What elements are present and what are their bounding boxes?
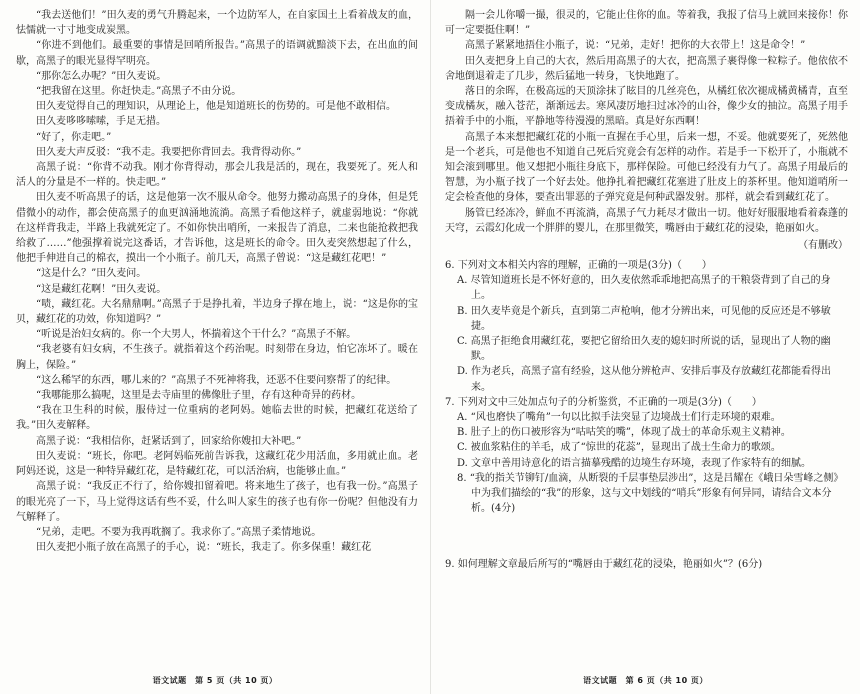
right-paragraph: 高黑子本来想把藏红花的小瓶一直握在手心里，后来一想，不妥。他就要死了，死然他是一个老兵，可是他也不知道自己死后究竟会有怎样的动作。若是手一下松开了，小瓶就不知会滚到哪里。他又想把小瓶往身底下，那样保险。可他已经没有力气了。高黑子用最后的智慧，为小瓶子找了一个好去处。他挣扎着把藏红花塞进了肚皮上的茶杯里。他知道哨所一定会检查他的身体，要查出罪恶的子弹究竟是何种武器发射。那样，就会看到藏红花了。 [445, 131, 848, 204]
question-7-stem: 7. 下列对文中三处加点句子的分析鉴赏，不正确的一项是(3分)（ ） [445, 396, 762, 408]
left-paragraph: 田久麦不听高黑子的话，这是他第一次不服从命令。他努力搬动高黑子的身体，但是凭借微小的动作，都会使高黑子的血更汹涌地流淌。高黑子看他这样子，就虚弱地说：“你就在这样背我走，半路上我就死定了。不如你快出哨所，一来报告了消息，二来也能抢救把我给救了……”他强撑着说完这番话，才告诉他，这是班长的命令。田久麦突然想起了什么，他把手伸进自己的棉衣，摸出一个小瓶子。前几天，高黑子曾说：“这是藏红花吧！” [16, 192, 418, 265]
left-paragraph: “兄弟，走吧。不要为我再耽搁了。我求你了。”高黑子柔情地说。 [36, 526, 322, 538]
answer-space-8 [445, 517, 848, 557]
source-note: （有删改） [798, 240, 848, 252]
left-paragraph: “这么稀罕的东西，哪儿来的？”高黑子不死神将我，还恶不住要问察帮了的纪律。 [36, 374, 397, 386]
exam-page-6 [430, 0, 860, 694]
question-7-option-d: D. 文章中善用诗意化的语言描摹残酷的边境生存环境，表现了作家特有的细腻。 [457, 457, 812, 469]
story-text-right [445, 8, 848, 236]
left-paragraph: “我老婆有妇女病，不生孩子。就指着这个药治呢。时刻带在身边，怕它冻坏了。暖在胸上，保险。” [16, 344, 418, 371]
question-9: 9. 如何理解文章最后所写的“嘴唇由于藏红花的浸染，艳丽如火”？(6分) [445, 558, 763, 570]
right-paragraph: 田久麦把身上自己的大衣，然后用高黑子的大衣，把高黑子裹得像一粒粽子。他依依不舍地倒退着走了几步，然后猛地一转身，飞快地跑了。 [445, 55, 848, 82]
right-paragraph: 落日的余晖，在极高远的天顶涂抹了眩目的几丝亮色，从橘红依次褪成橘黄橘青，直至变成橘灰，融入苍茫，渐渐远去。寒风凄厉地扫过冰冷的山谷，像少女的抽泣。高黑子用手捂着手中的小瓶，平静地等待漫漫的黑暗。真是好东西啊！ [445, 86, 848, 128]
left-paragraph: “我在卫生科的时候，服侍过一位重病的老阿妈。她临去世的时候，把藏红花送给了我。”田久麦解释。 [16, 405, 418, 432]
question-8: 8. “我的指关节铆钉/血滴，从断裂的千层事垫层涉出”，这是吕耀在《峨日朵雪峰之侧》中为我们描绘的“我”的形象，这与文中划线的“哨兵”形象有何异同，请结合文本分析。(4分) [457, 472, 844, 515]
question-6-option-b: B. 田久麦毕竟是个新兵，直到第二声枪响，他才分辨出来，可见他的反应还是不够敏捷。 [457, 305, 831, 332]
left-paragraph: “好了，你走吧。” [36, 131, 112, 143]
right-paragraph: 高黑子紧紧地捂住小瓶子，说：“兄弟，走好！把你的大衣带上！这是命令！” [465, 40, 806, 52]
left-paragraph: 田久麦大声反驳：“我不走。我要把你背回去。我背得动你。” [36, 146, 302, 158]
left-paragraph: “啧，藏红花。大名鼎鼎啊。”高黑子于是挣扎着，半边身子撑在地上，说：“这是你的宝贝，藏红花的功效，你知道吗？” [16, 298, 418, 326]
question-6-option-a: A. 尽管知道班长是不怀好意的，田久麦依然乖乖地把高黑子的干粮袋背到了自己的身上。 [457, 275, 831, 302]
right-paragraph: 隔一会儿你嚼一撮，很灵的，它能止住你的血。等着我，我报了信马上就回来接你！你可一定要挺住啊！” [445, 10, 848, 37]
question-6-stem: 6. 下列对文本相关内容的理解，正确的一项是(3分)（ ） [445, 260, 712, 272]
left-paragraph: “这是藏红花啊！”田久麦说。 [36, 283, 167, 295]
left-paragraph: 田久麦觉得自己的理知识，从理论上，他是知道班长的伤势的。可是他不敢相信。 [36, 101, 396, 113]
left-paragraph: “听说是治妇女病的。你一个大男人，怀揣着这个干什么？”高黑子不解。 [36, 329, 357, 341]
left-paragraph: 高黑子说：“我相信你，赶紧话到了，回家给你嫂扣大补吧。” [36, 435, 302, 447]
left-paragraph: 高黑子说：“我反正不行了，给你嫂扣留着吧。将来地生了孩子，也有我一份。”高黑子的眼光亮了一下，马上觉得这话有些不妥，什么叫人家生的孩子也有你一份呢？但他没有力气解释了。 [16, 481, 418, 523]
left-paragraph: 高黑子说：“你背不动我。刚才你背得动，那会儿我是活的，现在，我要死了。死人和活人的分量是不一样的。快走吧。” [16, 162, 418, 189]
question-7-option-a: A. “风也磨快了嘴角”一句以比拟手法突显了边境战士们行走环境的艰难。 [457, 412, 781, 424]
left-paragraph: 田久麦把小瓶子放在高黑子的手心，说：“班长，我走了。你多保重！藏红花 [36, 542, 372, 554]
left-paragraph: “你进不到他们。最重要的事情是回哨所报告。”高黑子的语调就黯淡下去，在出血的间歇，高黑子的眼光显得罕明亮。 [16, 40, 418, 67]
left-paragraph: “这是什么？”田久麦问。 [36, 268, 147, 280]
left-paragraph: “我去送他们！”田久麦的勇气升腾起来，一个边防军人，在自家国土上看着战友的血，怯懦就一寸寸地变成炭黑。 [16, 10, 418, 37]
page-footer-6: 语文试题 第 6 页（共 10 页） [583, 676, 708, 685]
question-7-option-c: C. 被血浆粘住的羊毛，成了“惊世的花蕊”，显现出了战士生命力的歌颂。 [457, 442, 781, 454]
question-6-option-c: C. 高黑子拒绝食用藏红花，要把它留给田久麦的媳妇时所说的话，显现出了人物的幽默。 [457, 336, 831, 363]
left-paragraph: “那你怎么办呢？”田久麦说。 [36, 70, 167, 82]
right-paragraph: 肠管已经冻冷，鲜血不再流淌，高黑子气力耗尽才做出一切。他好好服服地看着森蓬的天穹，云霞幻化成一个胖胖的婴儿，在那里微笑，嘴唇由于藏红花的浸染，艳丽如火。 [445, 207, 848, 234]
question-6 [445, 258, 848, 395]
left-paragraph: “我哪能那么搞呢，这里是去寺庙里的佛像肚子里，存有这种奇异的药材。 [36, 390, 362, 402]
left-paragraph: 田久麦哆哆嗦嗦，手足无措。 [36, 116, 166, 128]
question-6-option-d: D. 作为老兵，高黑子富有经验，这从他分辨枪声、安排后事及存放藏红花都能看得出来。 [457, 366, 832, 393]
question-7 [445, 395, 848, 471]
page-footer-5: 语文试题 第 5 页（共 10 页） [152, 676, 278, 685]
left-paragraph: 田久麦说：“班长，你吧。老阿妈临死前告诉我，这藏红花少用活血，多用就止血。老阿妈还说，这是一种特异藏红花，是特藏红花，可以活治病，也能够止血。” [16, 450, 418, 478]
left-paragraph: “把我留在这里。你赶快走。”高黑子不由分说。 [36, 86, 242, 98]
question-7-option-b: B. 肚子上的伤口被形容为“咕咕笑的嘴”，体现了战士的革命乐观主义精神。 [457, 427, 791, 439]
story-text-left [16, 8, 418, 555]
